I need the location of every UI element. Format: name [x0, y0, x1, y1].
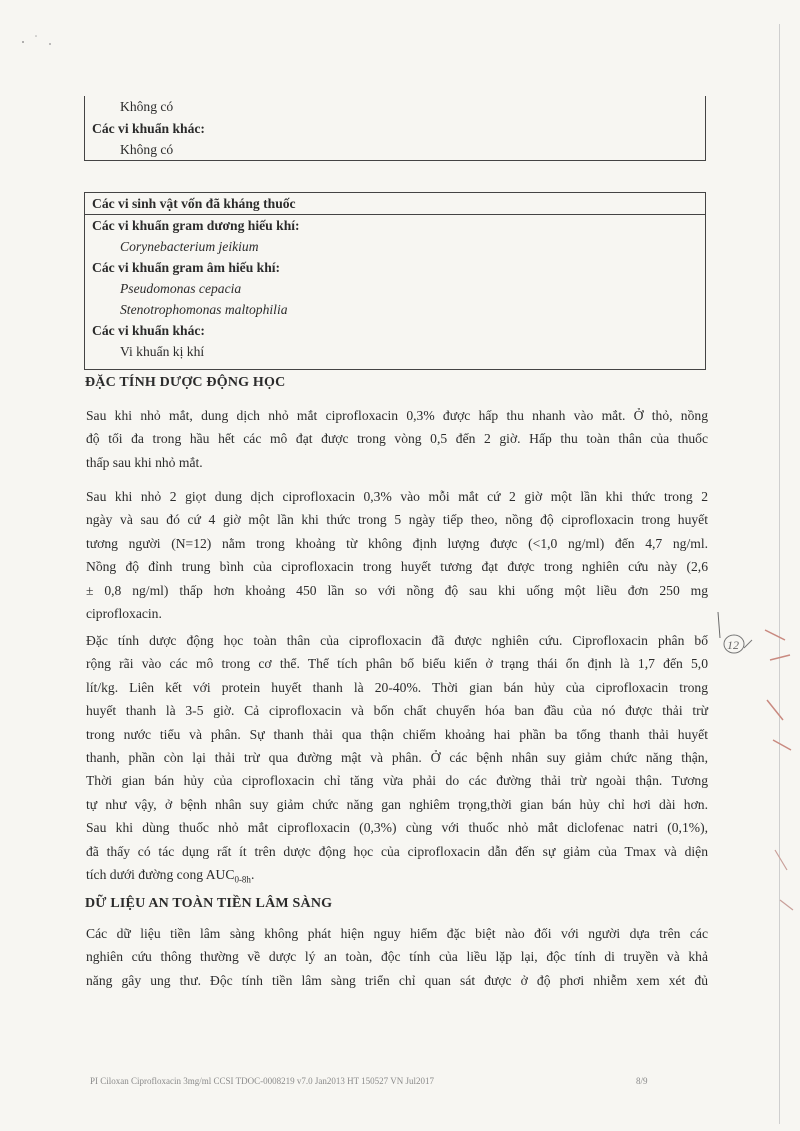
resistant-organisms-table — [84, 192, 706, 370]
text-line: thanh, phần còn lại thải trừ qua đường mật và phân. Ở các bệnh nhân suy giảm chức năng thận, — [86, 750, 708, 766]
document-footer: PI Ciloxan Ciprofloxacin 3mg/ml CCSI TDOC-0008219 v7.0 Jan2013 HT 150527 VN Jul2017 — [90, 1076, 435, 1086]
table-row: Vi khuẩn kị khí — [120, 344, 205, 359]
table-row: Stenotrophomonas maltophilia — [120, 302, 288, 317]
text-line: huyết thanh là 3-5 giờ. Cả ciprofloxacin và bốn chất chuyển hóa ban đầu của nó được thải trừ — [86, 703, 708, 719]
table-row: Pseudomonas cepacia — [120, 281, 242, 296]
table-row: Các vi khuẩn gram dương hiếu khí: — [92, 218, 300, 233]
text-line: Thời gian bán hủy của ciprofloxacin chỉ tăng vừa phải do các đường thải trừ ngoài thận. Tương — [86, 773, 708, 789]
table-row: Các vi khuẩn khác: — [92, 121, 205, 136]
table-row: Không có — [120, 142, 174, 157]
table-row: Các vi khuẩn khác: — [92, 323, 205, 338]
auc-suffix: . — [250, 867, 255, 883]
text-line: ngày và sau đó cứ 4 giờ một lần khi thức trong 5 ngày tiếp theo, nồng độ ciprofloxacin trong huyết — [86, 512, 708, 528]
text-line: ± 0,8 ng/ml) thấp hơn khoảng 450 lần so với nồng độ sau khi uống một liều đơn 250 mg — [86, 582, 708, 598]
table-header: Các vi sinh vật vốn đã kháng thuốc — [85, 193, 705, 215]
table-row: Không có — [120, 99, 174, 114]
text-line: độ tối đa trong hầu hết các mô đạt được trong vòng 0,5 đến 2 giờ. Hấp thu toàn thân của thuốc — [86, 431, 708, 447]
red-stamp-fragment — [755, 600, 800, 945]
text-line: Các dữ liệu tiền lâm sàng không phát hiện nguy hiểm đặc biệt nào đối với người dựa trên các — [86, 926, 708, 941]
handwritten-page-mark — [714, 608, 754, 673]
text-line — [86, 863, 708, 892]
page-number: 8/9 — [636, 1076, 648, 1086]
paragraph-1 — [86, 404, 708, 474]
auc-subscript: 0-8h — [234, 874, 251, 885]
text-line: ciprofloxacin. — [86, 606, 162, 622]
scan-specks — [20, 30, 60, 55]
handwritten-mark-text: 12 — [727, 638, 739, 652]
text-line: trong nước tiểu và phân. Sự thanh thải qua thận chiếm khoảng hai phần ba tổng thanh thải huyết — [86, 726, 708, 742]
text-line: tương người (N=12) nằm trong khoảng từ không định lượng được (<1,0 ng/ml) đến 4,7 ng/ml. — [86, 535, 708, 551]
text-line: đã thấy có tác dụng rất ít trên dược động học của ciprofloxacin dẫn đến sự giảm của Tmax và diện — [86, 843, 708, 859]
text-line: Sau khi dùng thuốc nhỏ mắt ciprofloxacin (0,3%) cùng với thuốc nhỏ mắt diclofenac natri (0,1%), — [86, 820, 708, 836]
auc-text: tích dưới đường cong AUC — [86, 867, 235, 883]
text-line: Sau khi nhỏ mắt, dung dịch nhỏ mắt ciprofloxacin 0,3% được hấp thu nhanh vào mắt. Ở thỏ, nồng — [86, 408, 708, 423]
text-line: thấp sau khi nhỏ mắt. — [86, 454, 203, 470]
table-row: Corynebacterium jeikium — [120, 239, 259, 254]
text-line: nghiên cứu thông thường về dược lý an toàn, độc tính của liều lặp lại, độc tính di truyền và khả — [86, 949, 708, 965]
paragraph-2 — [86, 485, 708, 625]
paragraph-4 — [86, 922, 708, 992]
text-line: lít/kg. Liên kết với protein huyết thanh là 20-40%. Thời gian bán hủy của ciprofloxacin trong — [86, 679, 708, 695]
resistance-table-continued — [84, 96, 706, 161]
scan-edge-line — [779, 24, 780, 1124]
text-line: Sau khi nhỏ 2 giọt dung dịch ciprofloxacin 0,3% vào mỗi mắt cứ 2 giờ một lần khi thức trong 2 — [86, 489, 708, 504]
paragraph-3 — [86, 629, 708, 892]
table-row: Các vi khuẩn gram âm hiếu khí: — [92, 260, 281, 275]
section-heading-preclinical-safety: DỮ LIỆU AN TOÀN TIỀN LÂM SÀNG — [85, 896, 333, 911]
text-line: Đặc tính dược động học toàn thân của ciprofloxacin đã được nghiên cứu. Ciprofloxacin phân bố — [86, 633, 708, 648]
text-line: tự như vậy, ở bệnh nhân suy giảm chức năng gan nghiêm trọng,thời gian bán hủy chỉ hơi dài hơn. — [86, 796, 708, 812]
section-heading-pharmacokinetics: ĐẶC TÍNH DƯỢC ĐỘNG HỌC — [85, 375, 286, 390]
text-line: rộng rãi vào các mô trong cơ thể. Thể tích phân bố biểu kiến ở trạng thái ổn định là 1,7 đến 5,0 — [86, 656, 708, 672]
text-line: năng gây ung thư. Độc tính tiền lâm sàng triển chỉ quan sát được ở độ phơi nhiễm xem xét đủ — [86, 972, 708, 988]
text-line: Nồng độ đỉnh trung bình của ciprofloxacin trong huyết tương đạt được trong nghiên cứu này (2,6 — [86, 559, 708, 575]
